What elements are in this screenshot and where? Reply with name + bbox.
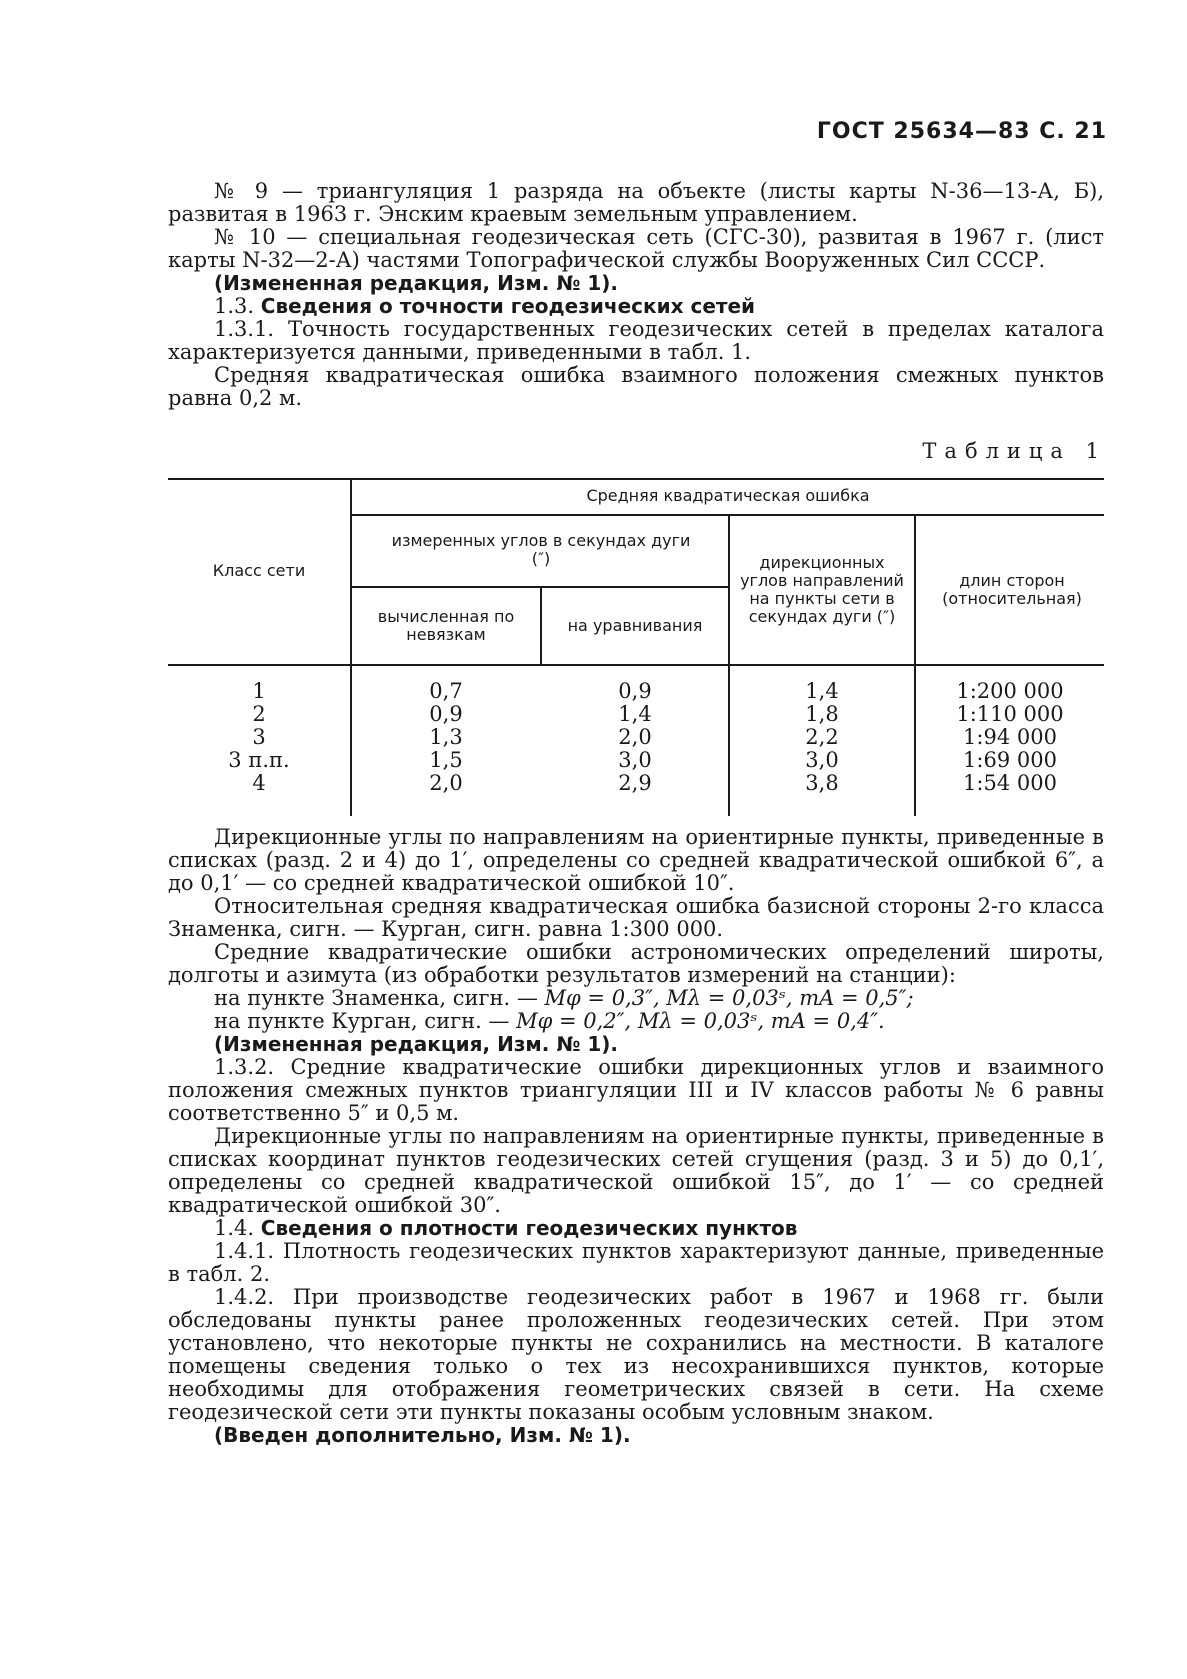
cell-dir: 3,8 [805,771,839,795]
formula-values: Mφ = 0,3″, Mλ = 0,03ˢ, mA = 0,5″; [544,986,914,1010]
section-1-3-heading [168,295,1104,318]
section-number: 1.3. [214,294,255,318]
paragraph-astro: Средние квадратические ошибки астрономических определений широты, долготы и азимута (из обработки результатов измерений на станции): [168,940,1104,987]
header-adjust: на уравнивания [567,616,703,635]
header-dir: дирекционных углов направлений на пункты сети в секундах дуги (″) [740,553,904,626]
formula-prefix: на пункте Знаменка, сигн. — [214,986,538,1010]
section-title: Сведения о плотности геодезических пунктов [260,1216,798,1240]
cell-sides: 1:200 000 [956,679,1064,703]
table-row [168,726,1104,749]
cell-sides: 1:110 000 [956,702,1064,726]
formula-znamenka [168,987,1104,1010]
cell-adjust: 2,0 [618,725,652,749]
table-row [168,749,1104,772]
cell-sides: 1:54 000 [963,771,1057,795]
paragraph-directional: Дирекционные углы по направлениям на ориентирные пункты, приведенные в списках (разд. 2 и 4) до 1′, определены со средней квадратической ошибкой 6″, а до 0,1′ — со средней квадратической ошибкой 10″. [168,825,1104,895]
cell-class: 2 [252,702,266,726]
table-row [168,680,1104,703]
page-header: ГОСТ 25634—83 С. 21 [816,119,1107,144]
cell-computed: 0,7 [429,679,463,703]
formula-values: Mφ = 0,2″, Mλ = 0,03ˢ, mA = 0,4″. [516,1009,885,1033]
cell-sides: 1:69 000 [963,748,1057,772]
header-computed: вычисленная по невязкам [377,607,515,644]
table-row [168,703,1104,726]
table-row [168,772,1104,795]
cell-computed: 2,0 [429,771,463,795]
paragraph-no10: № 10 — специальная геодезическая сеть (СГС-30), развитая в 1967 г. (лист карты N-32—2-А) частями Топографической службы Вооруженных Сил СССР. [168,225,1104,272]
cell-class: 3 п.п. [228,748,290,772]
header-mse: Средняя квадратическая ошибка [586,486,870,505]
paragraph-1-4-2: 1.4.2. При производстве геодезических работ в 1967 и 1968 гг. были обследованы пункты ранее проложенных геодезических сетей. При этом установлено, что некоторые пункты не сохранились на местности. В каталоге помещены сведения только о тех из несохранившихся пунктов, которые необходимы для отображения геометрических связей в сети. На схеме геодезической сети эти пункты показаны особым условным знаком. [168,1285,1104,1424]
cell-sides: 1:94 000 [963,725,1057,749]
intro-block [168,180,1104,410]
cell-class: 3 [252,725,266,749]
cell-dir: 3,0 [805,748,839,772]
cell-adjust: 0,9 [618,679,652,703]
paragraph-1-4-1: 1.4.1. Плотность геодезических пунктов характеризуют данные, приведенные в табл. 2. [168,1239,1104,1286]
header-sides: длин сторон (относительная) [942,571,1082,608]
table-caption: Таблица 1 [922,439,1107,463]
cell-dir: 2,2 [805,725,839,749]
after-table-block [168,826,1104,1447]
table-body [168,680,1104,795]
paragraph-accuracy: Средняя квадратическая ошибка взаимного положения смежных пунктов равна 0,2 м. [168,363,1104,410]
section-1-4-heading [168,1217,1104,1240]
amendment-note: (Измененная редакция, Изм. № 1). [214,271,619,295]
cell-adjust: 1,4 [618,702,652,726]
formula-kurgan [168,1010,1104,1033]
header-angles: измеренных углов в секундах дуги (″) [391,531,691,568]
accuracy-table [168,478,1104,816]
cell-computed: 1,3 [429,725,463,749]
paragraph-1-3-1: 1.3.1. Точность государственных геодезических сетей в пределах каталога характеризуется данными, приведенными в табл. 1. [168,317,1104,364]
cell-adjust: 3,0 [618,748,652,772]
header-class: Класс сети [212,561,306,580]
paragraph-1-3-2: 1.3.2. Средние квадратические ошибки дирекционных углов и взаимного положения смежных пунктов триангуляции III и IV классов работы № 6 равны соответственно 5″ и 0,5 м. [168,1055,1104,1125]
amendment-note: (Введен дополнительно, Изм. № 1). [214,1423,631,1447]
cell-class: 1 [252,679,266,703]
amendment-note: (Измененная редакция, Изм. № 1). [214,1032,619,1056]
cell-dir: 1,8 [805,702,839,726]
cell-dir: 1,4 [805,679,839,703]
paragraph-no9: № 9 — триангуляция 1 разряда на объекте (листы карты N-36—13-А, Б), развитая в 1963 г. Энским краевым земельным управлением. [168,179,1104,226]
cell-computed: 0,9 [429,702,463,726]
cell-adjust: 2,9 [618,771,652,795]
cell-class: 4 [252,771,266,795]
formula-prefix: на пункте Курган, сигн. — [214,1009,510,1033]
cell-computed: 1,5 [429,748,463,772]
paragraph-baseline: Относительная средняя квадратическая ошибка базисной стороны 2-го класса Знаменка, сигн. — Курган, сигн. равна 1:300 000. [168,894,1104,941]
paragraph-densification: Дирекционные углы по направлениям на ориентирные пункты, приведенные в списках координат пунктов геодезических сетей сгущения (разд. 3 и 5) до 0,1′, определены со средней квадратической ошибкой 15″, до 1′ — со средней квадратической ошибкой 30″. [168,1124,1104,1217]
section-title: Сведения о точности геодезических сетей [260,294,756,318]
section-number: 1.4. [214,1216,255,1240]
